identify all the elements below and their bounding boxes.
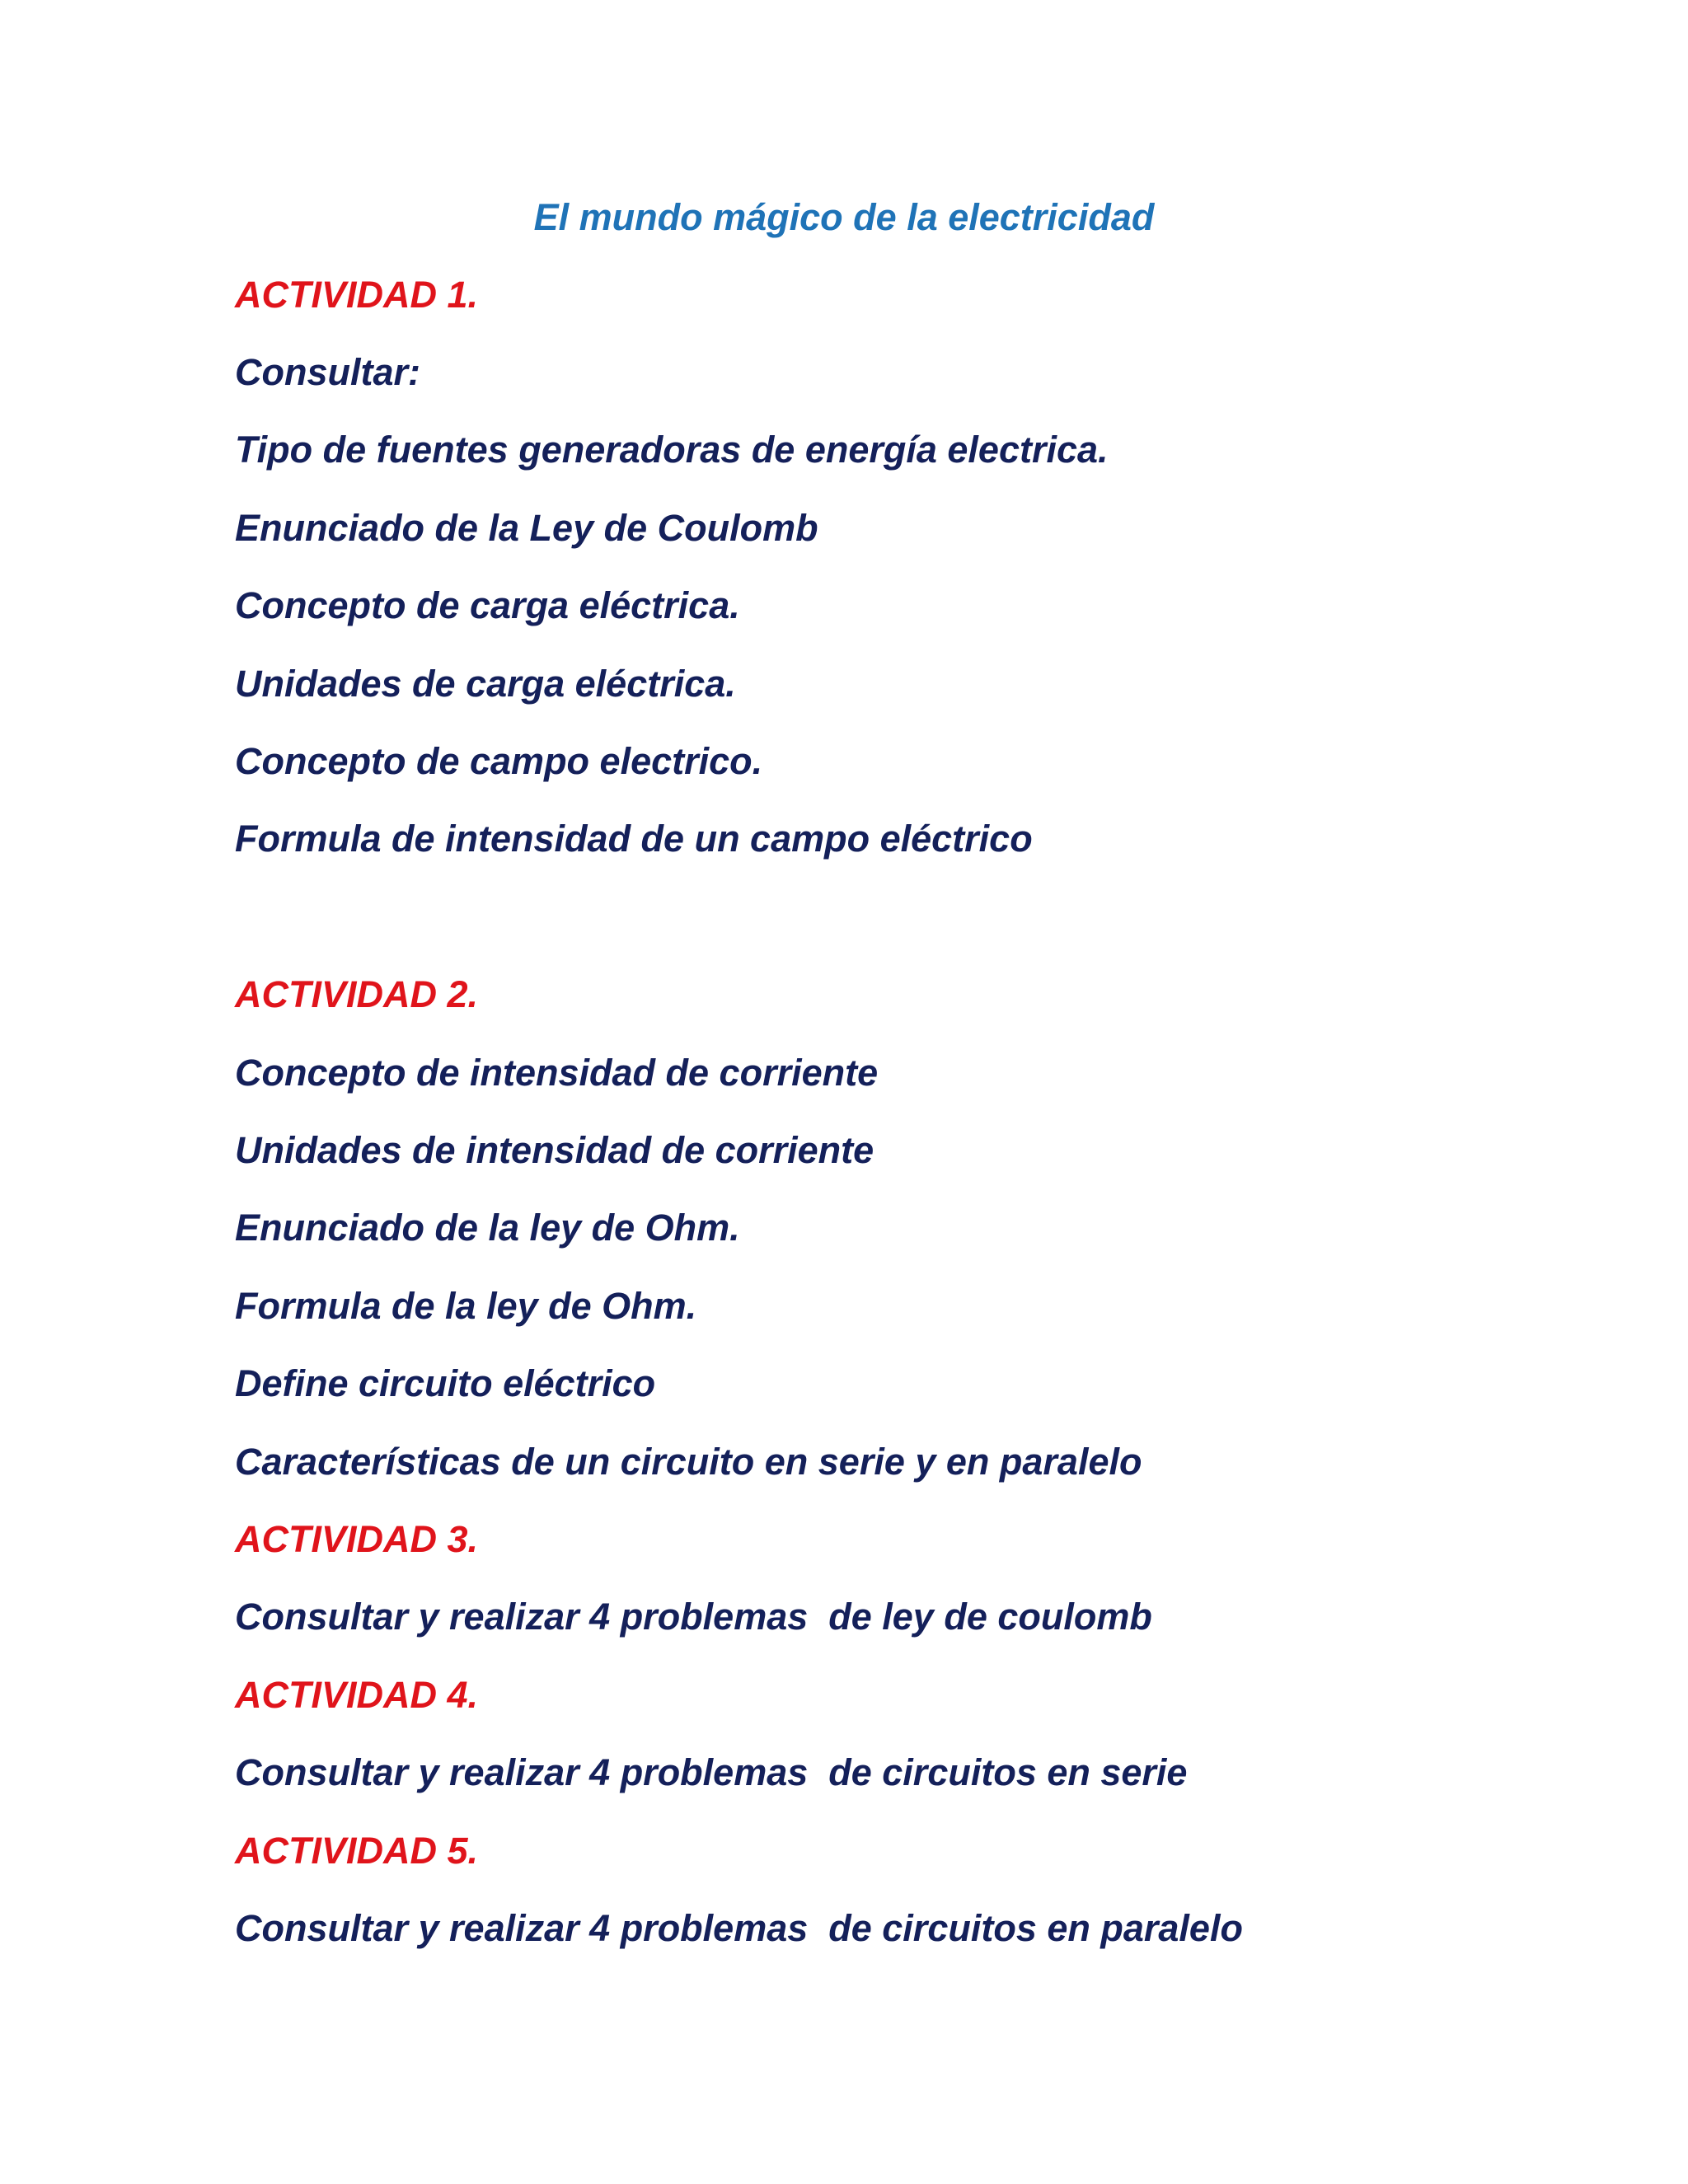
section-2-item: Formula de la ley de Ohm.: [235, 1285, 697, 1327]
section-1-item: Unidades de carga eléctrica.: [235, 663, 736, 705]
section-heading-1: ACTIVIDAD 1.: [235, 274, 479, 316]
section-1-item: Formula de intensidad de un campo eléctrico: [235, 818, 1033, 860]
section-1-item: Enunciado de la Ley de Coulomb: [235, 507, 818, 549]
section-2-item: Define circuito eléctrico: [235, 1362, 656, 1404]
section-heading-4: ACTIVIDAD 4.: [235, 1674, 479, 1716]
section-1-item: Concepto de campo electrico.: [235, 740, 763, 782]
section-heading-3: ACTIVIDAD 3.: [235, 1518, 479, 1560]
section-1-item: Concepto de carga eléctrica.: [235, 584, 740, 626]
section-4-item: Consultar y realizar 4 problemas de circuitos en serie: [235, 1751, 1188, 1793]
section-2-item: Enunciado de la ley de Ohm.: [235, 1207, 740, 1249]
section-1-item: Tipo de fuentes generadoras de energía electrica.: [235, 429, 1109, 471]
section-2-item: Características de un circuito en serie y en paralelo: [235, 1441, 1142, 1483]
section-2-item: Concepto de intensidad de corriente: [235, 1052, 879, 1094]
section-2-item: Unidades de intensidad de corriente: [235, 1129, 874, 1171]
document-title: El mundo mágico de la electricidad: [533, 196, 1155, 238]
section-heading-5: ACTIVIDAD 5.: [235, 1830, 479, 1872]
section-3-item: Consultar y realizar 4 problemas de ley de coulomb: [235, 1596, 1152, 1638]
section-5-item: Consultar y realizar 4 problemas de circuitos en paralelo: [235, 1907, 1243, 1949]
section-1-item: Consultar:: [235, 351, 420, 393]
section-heading-2: ACTIVIDAD 2.: [235, 973, 479, 1015]
